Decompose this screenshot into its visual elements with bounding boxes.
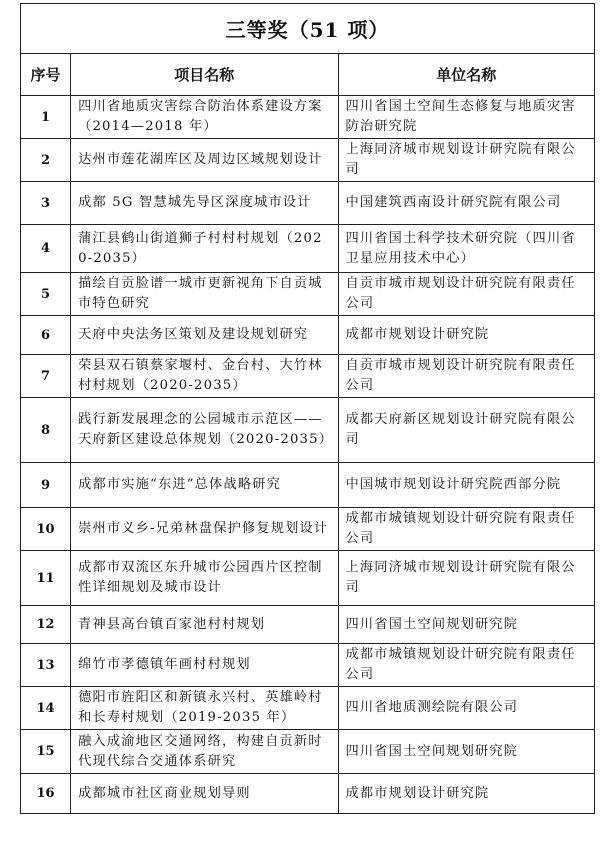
row-index: 3 — [21, 182, 71, 225]
row-index: 6 — [21, 316, 71, 355]
project-name: 践行新发展理念的公园城市示范区——天府新区建设总体规划（2020-2035） — [71, 398, 338, 463]
unit-name: 自贡市城市规划设计研究院有限责任公司 — [338, 273, 594, 316]
table-body — [21, 96, 595, 814]
row-index: 4 — [21, 225, 71, 273]
row-index: 12 — [21, 606, 71, 644]
row-index: 5 — [21, 273, 71, 316]
table-row — [21, 225, 595, 273]
row-index: 7 — [21, 355, 71, 398]
project-name: 描绘自贡脸谱一城市更新视角下自贡城市特色研究 — [71, 273, 338, 316]
header-index: 序号 — [21, 54, 71, 96]
row-index: 1 — [21, 96, 71, 139]
project-name: 青神县高台镇百家池村村规划 — [71, 606, 338, 644]
unit-name: 成都市城镇规划设计研究院有限责任公司 — [338, 508, 594, 551]
unit-name: 中国建筑西南设计研究院有限公司 — [338, 182, 594, 225]
header-row — [21, 54, 595, 96]
table-row — [21, 463, 595, 508]
project-name: 融入成渝地区交通网络，构建自贡新时代现代综合交通体系研究 — [71, 730, 338, 774]
unit-name: 成都市城镇规划设计研究院有限责任公司 — [338, 644, 594, 687]
unit-name: 四川省国土空间规划研究院 — [338, 606, 594, 644]
unit-name: 自贡市城市规划设计研究院有限责任公司 — [338, 355, 594, 398]
project-name: 成都市实施“东进”总体战略研究 — [71, 463, 338, 508]
table-title: 三等奖（51 项） — [21, 4, 595, 54]
row-index: 14 — [21, 687, 71, 730]
project-name: 成都城市社区商业规划导则 — [71, 774, 338, 814]
row-index: 13 — [21, 644, 71, 687]
unit-name: 成都市规划设计研究院 — [338, 316, 594, 355]
table-row — [21, 508, 595, 551]
row-index: 11 — [21, 551, 71, 606]
unit-name: 成都天府新区规划设计研究院有限公司 — [338, 398, 594, 463]
header-project: 项目名称 — [71, 54, 338, 96]
table-row — [21, 96, 595, 139]
table-row — [21, 687, 595, 730]
unit-name: 四川省地质测绘院有限公司 — [338, 687, 594, 730]
award-table — [20, 3, 595, 814]
row-index: 15 — [21, 730, 71, 774]
table-row — [21, 730, 595, 774]
project-name: 德阳市旌阳区和新镇永兴村、英雄岭村和长寿村规划（2019-2035 年） — [71, 687, 338, 730]
project-name: 成都市双流区东升城市公园西片区控制性详细规划及城市设计 — [71, 551, 338, 606]
table-row — [21, 551, 595, 606]
table-row — [21, 139, 595, 182]
table-row — [21, 316, 595, 355]
row-index: 9 — [21, 463, 71, 508]
project-name: 四川省地质灾害综合防治体系建设方案（2014—2018 年） — [71, 96, 338, 139]
table-row — [21, 273, 595, 316]
table-row — [21, 774, 595, 814]
table-row — [21, 182, 595, 225]
unit-name: 成都市规划设计研究院 — [338, 774, 594, 814]
project-name: 达州市莲花湖库区及周边区域规划设计 — [71, 139, 338, 182]
project-name: 蒲江县鹤山街道狮子村村村规划（2020-2035） — [71, 225, 338, 273]
unit-name: 四川省国土空间生态修复与地质灾害防治研究院 — [338, 96, 594, 139]
project-name: 崇州市义乡-兄弟林盘保护修复规划设计 — [71, 508, 338, 551]
header-unit: 单位名称 — [338, 54, 594, 96]
table-row — [21, 606, 595, 644]
table-row — [21, 398, 595, 463]
unit-name: 四川省国土空间规划研究院 — [338, 730, 594, 774]
project-name: 天府中央法务区策划及建设规划研究 — [71, 316, 338, 355]
table-row — [21, 355, 595, 398]
row-index: 8 — [21, 398, 71, 463]
row-index: 2 — [21, 139, 71, 182]
project-name: 绵竹市孝德镇年画村村规划 — [71, 644, 338, 687]
project-name: 成都 5G 智慧城先导区深度城市设计 — [71, 182, 338, 225]
row-index: 16 — [21, 774, 71, 814]
unit-name: 上海同济城市规划设计研究院有限公司 — [338, 139, 594, 182]
title-row — [21, 4, 595, 54]
table-row — [21, 644, 595, 687]
project-name: 荣县双石镇蔡家堰村、金台村、大竹林村村规划（2020-2035） — [71, 355, 338, 398]
unit-name: 中国城市规划设计研究院西部分院 — [338, 463, 594, 508]
row-index: 10 — [21, 508, 71, 551]
unit-name: 四川省国土科学技术研究院（四川省卫星应用技术中心） — [338, 225, 594, 273]
unit-name: 上海同济城市规划设计研究院有限公司 — [338, 551, 594, 606]
